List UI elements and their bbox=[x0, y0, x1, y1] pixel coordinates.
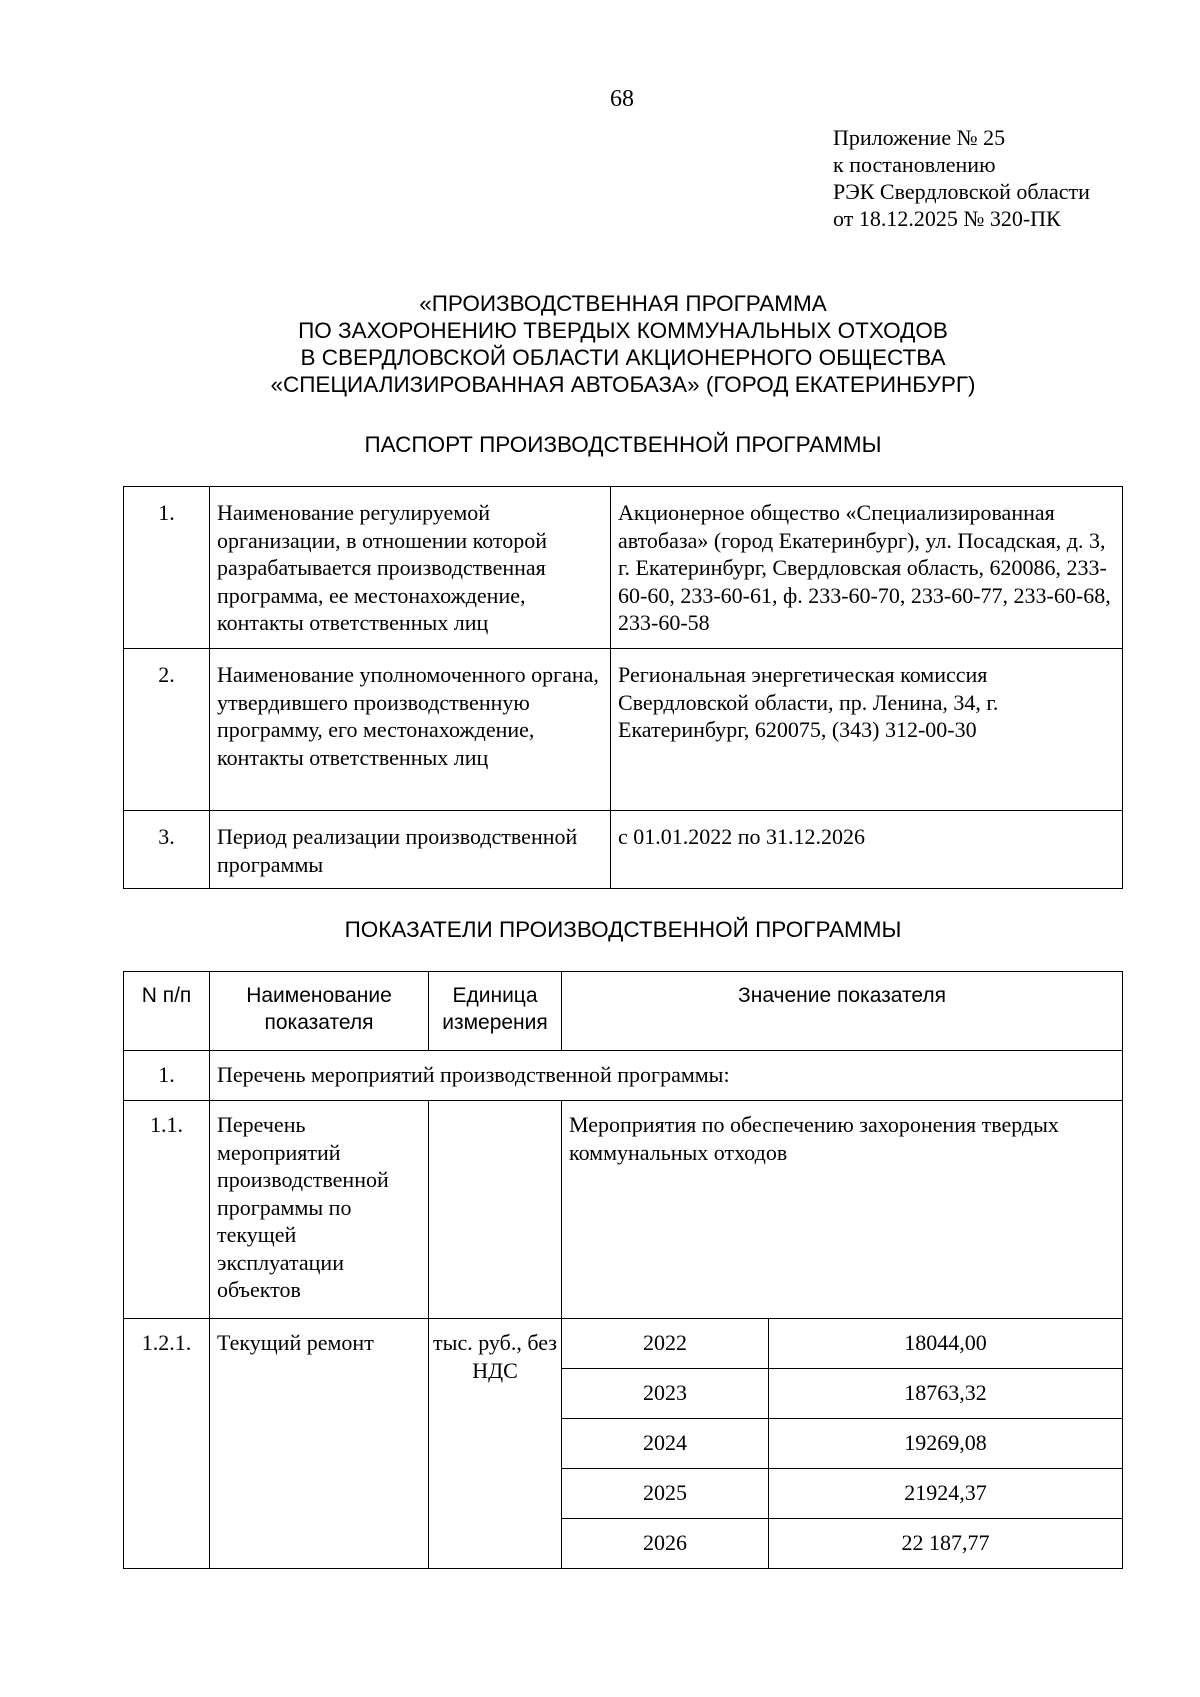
row-label: Наименование уполномоченного органа, утвердившего производственную программу, его местонахождение, контакты ответственных лиц bbox=[210, 649, 611, 811]
row-unit: тыс. руб., без НДС bbox=[429, 1319, 562, 1569]
row-value: с 01.01.2022 по 31.12.2026 bbox=[611, 811, 1123, 889]
passport-heading: ПАСПОРТ ПРОИЗВОДСТВЕННОЙ ПРОГРАММЫ bbox=[364, 432, 882, 457]
row-label: Перечень мероприятий производственной программы: bbox=[210, 1051, 1123, 1101]
row-value: Акционерное общество «Специализированная автобаза» (город Екатеринбург), ул. Посадская, д. 3, г. Екатеринбург, Свердловская область, 620086, 233-60-60, 233-60-61, ф. 233-60-70, 233-60-77, 233-60-68, 233-60-58 bbox=[611, 487, 1123, 649]
table-row bbox=[124, 811, 1123, 889]
row-number: 3. bbox=[124, 811, 210, 889]
value-cell: 19269,08 bbox=[769, 1419, 1123, 1469]
passport-table bbox=[123, 486, 1123, 889]
table-row bbox=[124, 649, 1123, 811]
title-line: ПО ЗАХОРОНЕНИЮ ТВЕРДЫХ КОММУНАЛЬНЫХ ОТХОДОВ bbox=[298, 318, 948, 343]
row-label: Перечень мероприятий производственной программы по текущей эксплуатации объектов bbox=[210, 1101, 429, 1319]
row-number: 1. bbox=[124, 487, 210, 649]
page-number: 68 bbox=[610, 86, 634, 112]
appendix-line: РЭК Свердловской области bbox=[833, 179, 1090, 204]
row-label: Текущий ремонт bbox=[210, 1319, 429, 1569]
header-unit: Единица измерения bbox=[429, 972, 562, 1051]
table-row bbox=[124, 1051, 1123, 1101]
table-row bbox=[124, 1101, 1123, 1319]
row-unit bbox=[429, 1101, 562, 1319]
indicators-heading: ПОКАЗАТЕЛИ ПРОИЗВОДСТВЕННОЙ ПРОГРАММЫ bbox=[344, 917, 902, 942]
row-number: 1.1. bbox=[124, 1101, 210, 1319]
table-row bbox=[124, 487, 1123, 649]
value-cell: 21924,37 bbox=[769, 1469, 1123, 1519]
document-title bbox=[123, 290, 1123, 398]
table-header-row bbox=[124, 972, 1123, 1051]
year-cell: 2023 bbox=[562, 1369, 769, 1419]
year-cell: 2026 bbox=[562, 1519, 769, 1569]
title-line: «СПЕЦИАЛИЗИРОВАННАЯ АВТОБАЗА» (ГОРОД ЕКАТЕРИНБУРГ) bbox=[270, 372, 976, 397]
header-value: Значение показателя bbox=[562, 972, 1123, 1051]
row-number: 1.2.1. bbox=[124, 1319, 210, 1569]
row-number: 2. bbox=[124, 649, 210, 811]
appendix-block bbox=[833, 124, 1090, 232]
appendix-line: к постановлению bbox=[833, 152, 996, 177]
year-cell: 2025 bbox=[562, 1469, 769, 1519]
value-cell: 18763,32 bbox=[769, 1369, 1123, 1419]
year-cell: 2024 bbox=[562, 1419, 769, 1469]
title-line: В СВЕРДЛОВСКОЙ ОБЛАСТИ АКЦИОНЕРНОГО ОБЩЕСТВА bbox=[300, 345, 946, 370]
appendix-line: Приложение № 25 bbox=[833, 125, 1006, 150]
table-row bbox=[124, 1319, 1123, 1369]
value-cell: 18044,00 bbox=[769, 1319, 1123, 1369]
header-name: Наименование показателя bbox=[210, 972, 429, 1051]
row-label: Наименование регулируемой организации, в отношении которой разрабатывается производственная программа, ее местонахождение, контакты ответственных лиц bbox=[210, 487, 611, 649]
value-cell: 22 187,77 bbox=[769, 1519, 1123, 1569]
title-line: «ПРОИЗВОДСТВЕННАЯ ПРОГРАММА bbox=[419, 291, 827, 316]
row-number: 1. bbox=[124, 1051, 210, 1101]
row-value: Мероприятия по обеспечению захоронения твердых коммунальных отходов bbox=[562, 1101, 1123, 1319]
appendix-line: от 18.12.2025 № 320-ПК bbox=[833, 206, 1061, 231]
year-cell: 2022 bbox=[562, 1319, 769, 1369]
row-value: Региональная энергетическая комиссия Свердловской области, пр. Ленина, 34, г. Екатеринбург, 620075, (343) 312-00-30 bbox=[611, 649, 1123, 811]
indicators-table bbox=[123, 971, 1123, 1569]
row-label: Период реализации производственной программы bbox=[210, 811, 611, 889]
header-num: N п/п bbox=[124, 972, 210, 1051]
